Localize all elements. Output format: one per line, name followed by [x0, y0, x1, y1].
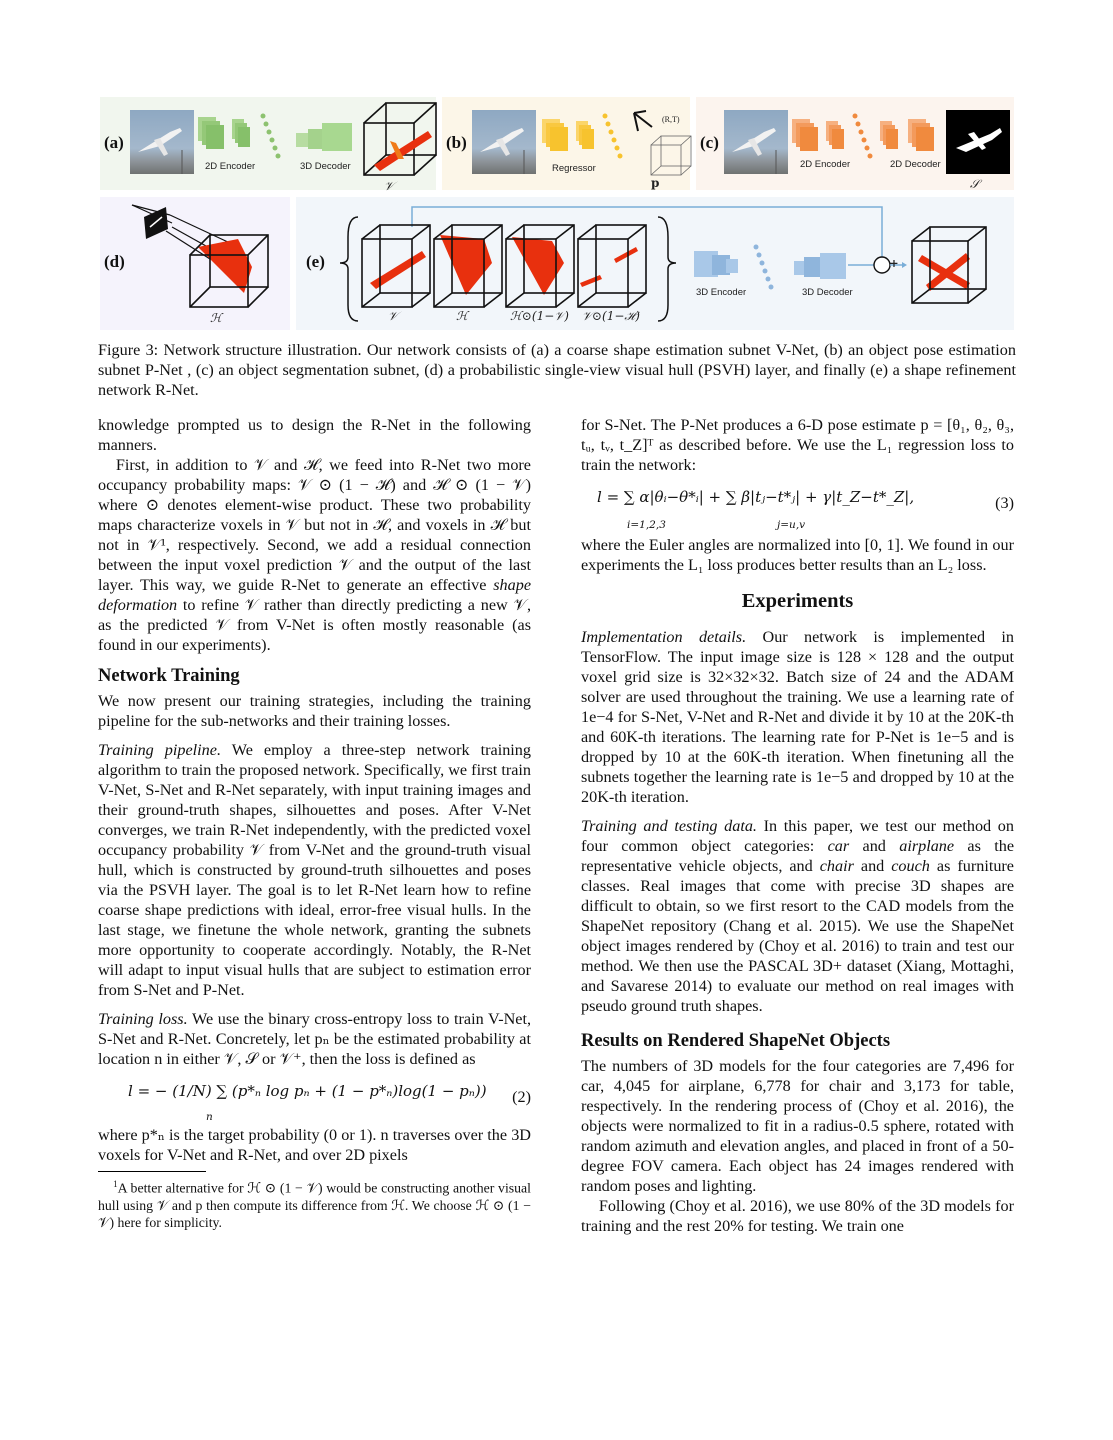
- decoder-3d-blocks: [794, 253, 846, 279]
- encoder-2d-layers: [792, 117, 852, 157]
- output-s-label: 𝒮: [970, 177, 980, 191]
- pose-rt-label: (R,T): [662, 115, 680, 124]
- panel-e-rnet: [296, 197, 1014, 330]
- cube-v: [362, 225, 430, 307]
- voxel-cube-v: [362, 101, 438, 181]
- dots-separator: [754, 245, 774, 290]
- panel-label: (b): [446, 133, 467, 152]
- dots-separator: [602, 113, 632, 163]
- paragraph: knowledge prompted us to design the R-Net in the following manners.: [98, 416, 531, 454]
- cube-h-minus-v: [506, 225, 574, 307]
- paragraph-training-pipeline: Training pipeline. We employ a three-step network training algorithm to train the proposed network. Specifically, we first train V-Net, S-Net and R-Net separately, with input training images and their ground-truth shapes, silhouettes and poses. After V-Net converges, we train R-Net independently, with the predicted voxel occupancy probability 𝒱 from V-Net and the ground-truth visual hull, which is constructed by ground-truth silhouettes and poses via the PSVH layer. The goal is to let R-Net learn how to refine coarse shape predictions with ideal, error-free visual hulls. In the last stage, we finetune the whole network, granting the subnets more opportunity to cooperate accordingly. Notably, the R-Net will adapt to input visual hulls that are subject to estimation error from S-Net and P-Net.: [98, 741, 531, 999]
- equation-3: l = ∑ α|θᵢ−θ*ᵢ| + ∑ β|tⱼ−t*ⱼ| + γ|t_Z−t*_Z|, i=1,2,3 j=u,v (3): [597, 488, 1014, 531]
- equation-2: l = − (1/N) ∑ (p*ₙ log pₙ + (1 − p*ₙ)log(1 − pₙ)) n (2): [128, 1082, 531, 1123]
- cube-h: [434, 225, 502, 307]
- regressor-label: Regressor: [552, 163, 596, 174]
- paragraph-training-loss: Training loss. We use the binary cross-entropy loss to train V-Net, S-Net and R-Net. Concretely, let pₙ be the estimated probability at location n in either 𝒱, 𝒮 or 𝒱⁺, then the loss is defined as: [98, 1010, 532, 1068]
- panel-label: (c): [700, 133, 719, 152]
- panel-a-vnet: [100, 97, 436, 193]
- dots-separator: [260, 113, 290, 163]
- section-heading-network-training: Network Training: [98, 666, 240, 686]
- figure-caption: Figure 3: Network structure illustration. Our network consists of (a) a coarse shape estimation subnet V-Net, (b) an object pose estimation subnet P-Net , (c) an object segmentation subnet, (d) a probabilistic single-view visual hull (PSVH) layer, and finally (e) a shape refinement network R-Net.: [98, 341, 1016, 399]
- silhouette-output: [946, 110, 1010, 174]
- output-p-label: p: [651, 176, 660, 190]
- encoder-label: 2D Encoder: [205, 161, 256, 172]
- panel-c-snet: [696, 97, 1014, 190]
- plus-symbol: +: [889, 257, 899, 270]
- right-column: [581, 415, 1014, 1236]
- right-brace: [658, 217, 676, 321]
- pose-cube: [650, 135, 692, 177]
- paragraph-implementation: Implementation details. Our network is implemented in TensorFlow. The input image size is 128 × 128 and the output voxel grid size is 32×32×32. Batch size of 24 and the ADAM solver are used throughout the training. We use a learning rate of 1e−4 for S-Net, V-Net and R-Net and divide it by 10 at the 20K-th and 60K-th iterations. The learning rate for P-Net is 1e−5 and is dropped by 10 at the 60K-th iteration. When finetuning all the subnets together the learning rate is 1e−5 and dropped by 10 at the 20K-th iteration.: [581, 628, 1014, 806]
- section-heading-experiments: Experiments: [741, 590, 854, 612]
- left-column: [98, 415, 531, 1231]
- decoder-2d-layers: [880, 117, 940, 157]
- left-brace: [340, 217, 358, 321]
- output-cube: [912, 227, 986, 303]
- encoder-label: 3D Encoder: [696, 287, 747, 298]
- rnet-diagram: [336, 197, 1016, 330]
- paragraph: Following (Choy et al. 2016), we use 80% of the 3D models for training and the rest 20% for testing. We train one: [581, 1197, 1014, 1235]
- footnote-rule: [98, 1171, 206, 1172]
- input-airplane-photo: [472, 110, 536, 174]
- output-h-label: ℋ: [210, 311, 222, 325]
- decoder-label: 3D Decoder: [802, 287, 853, 298]
- input-airplane-photo: [724, 110, 788, 174]
- output-v-label: 𝒱: [384, 179, 394, 193]
- encoder-label: 2D Encoder: [800, 159, 851, 170]
- paragraph: where the Euler angles are normalized into [0, 1]. We found in our experiments the L₁ loss produces better results than an L₂ loss.: [581, 536, 1014, 574]
- decoder-3d-blocks: [296, 119, 358, 155]
- decoder-label: 3D Decoder: [300, 161, 351, 172]
- decoder-label: 2D Decoder: [890, 159, 941, 170]
- paragraph: The numbers of 3D models for the four categories are 7,496 for car, 4,045 for airplane, 6,778 for chair and 3,173 for table, respectively. In the rendering process of (Choy et al. 2016), the objects were normalized to fit in a radius-0.5 sphere, rotated with random azimuth and elevation angles, and placed in front of a 50-degree FOV camera. Each object has 24 images rendered with random poses and lighting.: [581, 1057, 1014, 1195]
- encoder-2d-layers: [198, 115, 258, 155]
- paragraph: First, in addition to 𝒱 and ℋ, we feed into R-Net two more occupancy probability maps: 𝒱 ⊙ (1 − ℋ) and ℋ ⊙ (1 − 𝒱) where ⊙ denotes element-wise product. These two probability maps characterize voxels in 𝒱 but not in ℋ, and voxels in ℋ but not in 𝒱¹, respectively. Second, we add a residual connection between the input voxel prediction 𝒱 and the output of the last layer. This way, we guide R-Net to generate an effective shape deformation to refine 𝒱 rather than directly predicting a new 𝒱, as the predicted 𝒱 from V-Net is often mostly reasonable (as found in our experiments).: [98, 456, 531, 654]
- regressor-layers: [542, 117, 602, 157]
- figure-3: [98, 95, 1016, 333]
- paragraph: for S-Net. The P-Net produces a 6-D pose estimate p = [θ₁, θ₂, θ₃, tᵤ, tᵥ, t_Z]ᵀ as described before. We use the L₁ regression loss to train the network:: [581, 416, 1014, 474]
- paragraph: where p*ₙ is the target probability (0 or 1). n traverses over the 3D voxels for V-Net and R-Net, and over 2D pixels: [98, 1126, 531, 1164]
- input-airplane-photo: [130, 110, 194, 174]
- input-h-label: ℋ: [456, 309, 468, 323]
- input-v-label: 𝒱: [388, 309, 398, 323]
- input-v-minus-h-label: 𝒱⊙(1−ℋ): [582, 309, 640, 323]
- paragraph: We now present our training strategies, including the training pipeline for the sub-networks and their training losses.: [98, 692, 531, 730]
- panel-d-psvh: [100, 197, 290, 330]
- panel-label: (d): [104, 252, 125, 271]
- panel-b-pnet: [442, 97, 690, 190]
- section-heading-results: Results on Rendered ShapeNet Objects: [581, 1031, 891, 1051]
- paragraph-training-testing-data: Training and testing data. In this paper, we test our method on four common object categories: car and airplane as the representative vehicle objects, and chair and couch as furniture classes. Real images that come with precise 3D shapes are difficult to obtain, so we first resort to the CAD models from the ShapeNet repository (Chang et al. 2015). We use the ShapeNet object images rendered by (Choy et al. 2016) to train and test our method. We then use the PASCAL 3D+ dataset (Xiang, Mottaghi, and Savarese 2014) to evaluate our method on real images with pseudo ground truth shapes.: [581, 817, 1015, 1015]
- input-h-minus-v-label: ℋ⊙(1−𝒱): [510, 309, 569, 323]
- cube-v-minus-h: [578, 225, 646, 307]
- encoder-3d-blocks: [694, 251, 738, 277]
- panel-label: (e): [306, 252, 325, 271]
- dots-separator: [852, 113, 882, 163]
- panel-label: (a): [104, 133, 124, 152]
- visual-hull-projection: [130, 203, 280, 313]
- footnote: $^1$A better alternative for ℋ ⊙ (1 − 𝒱) would be constructing another visual hull using 𝒱 and p then compute its difference from ℋ. We choose ℋ ⊙ (1 − 𝒱) here for simplicity.: [98, 1179, 531, 1230]
